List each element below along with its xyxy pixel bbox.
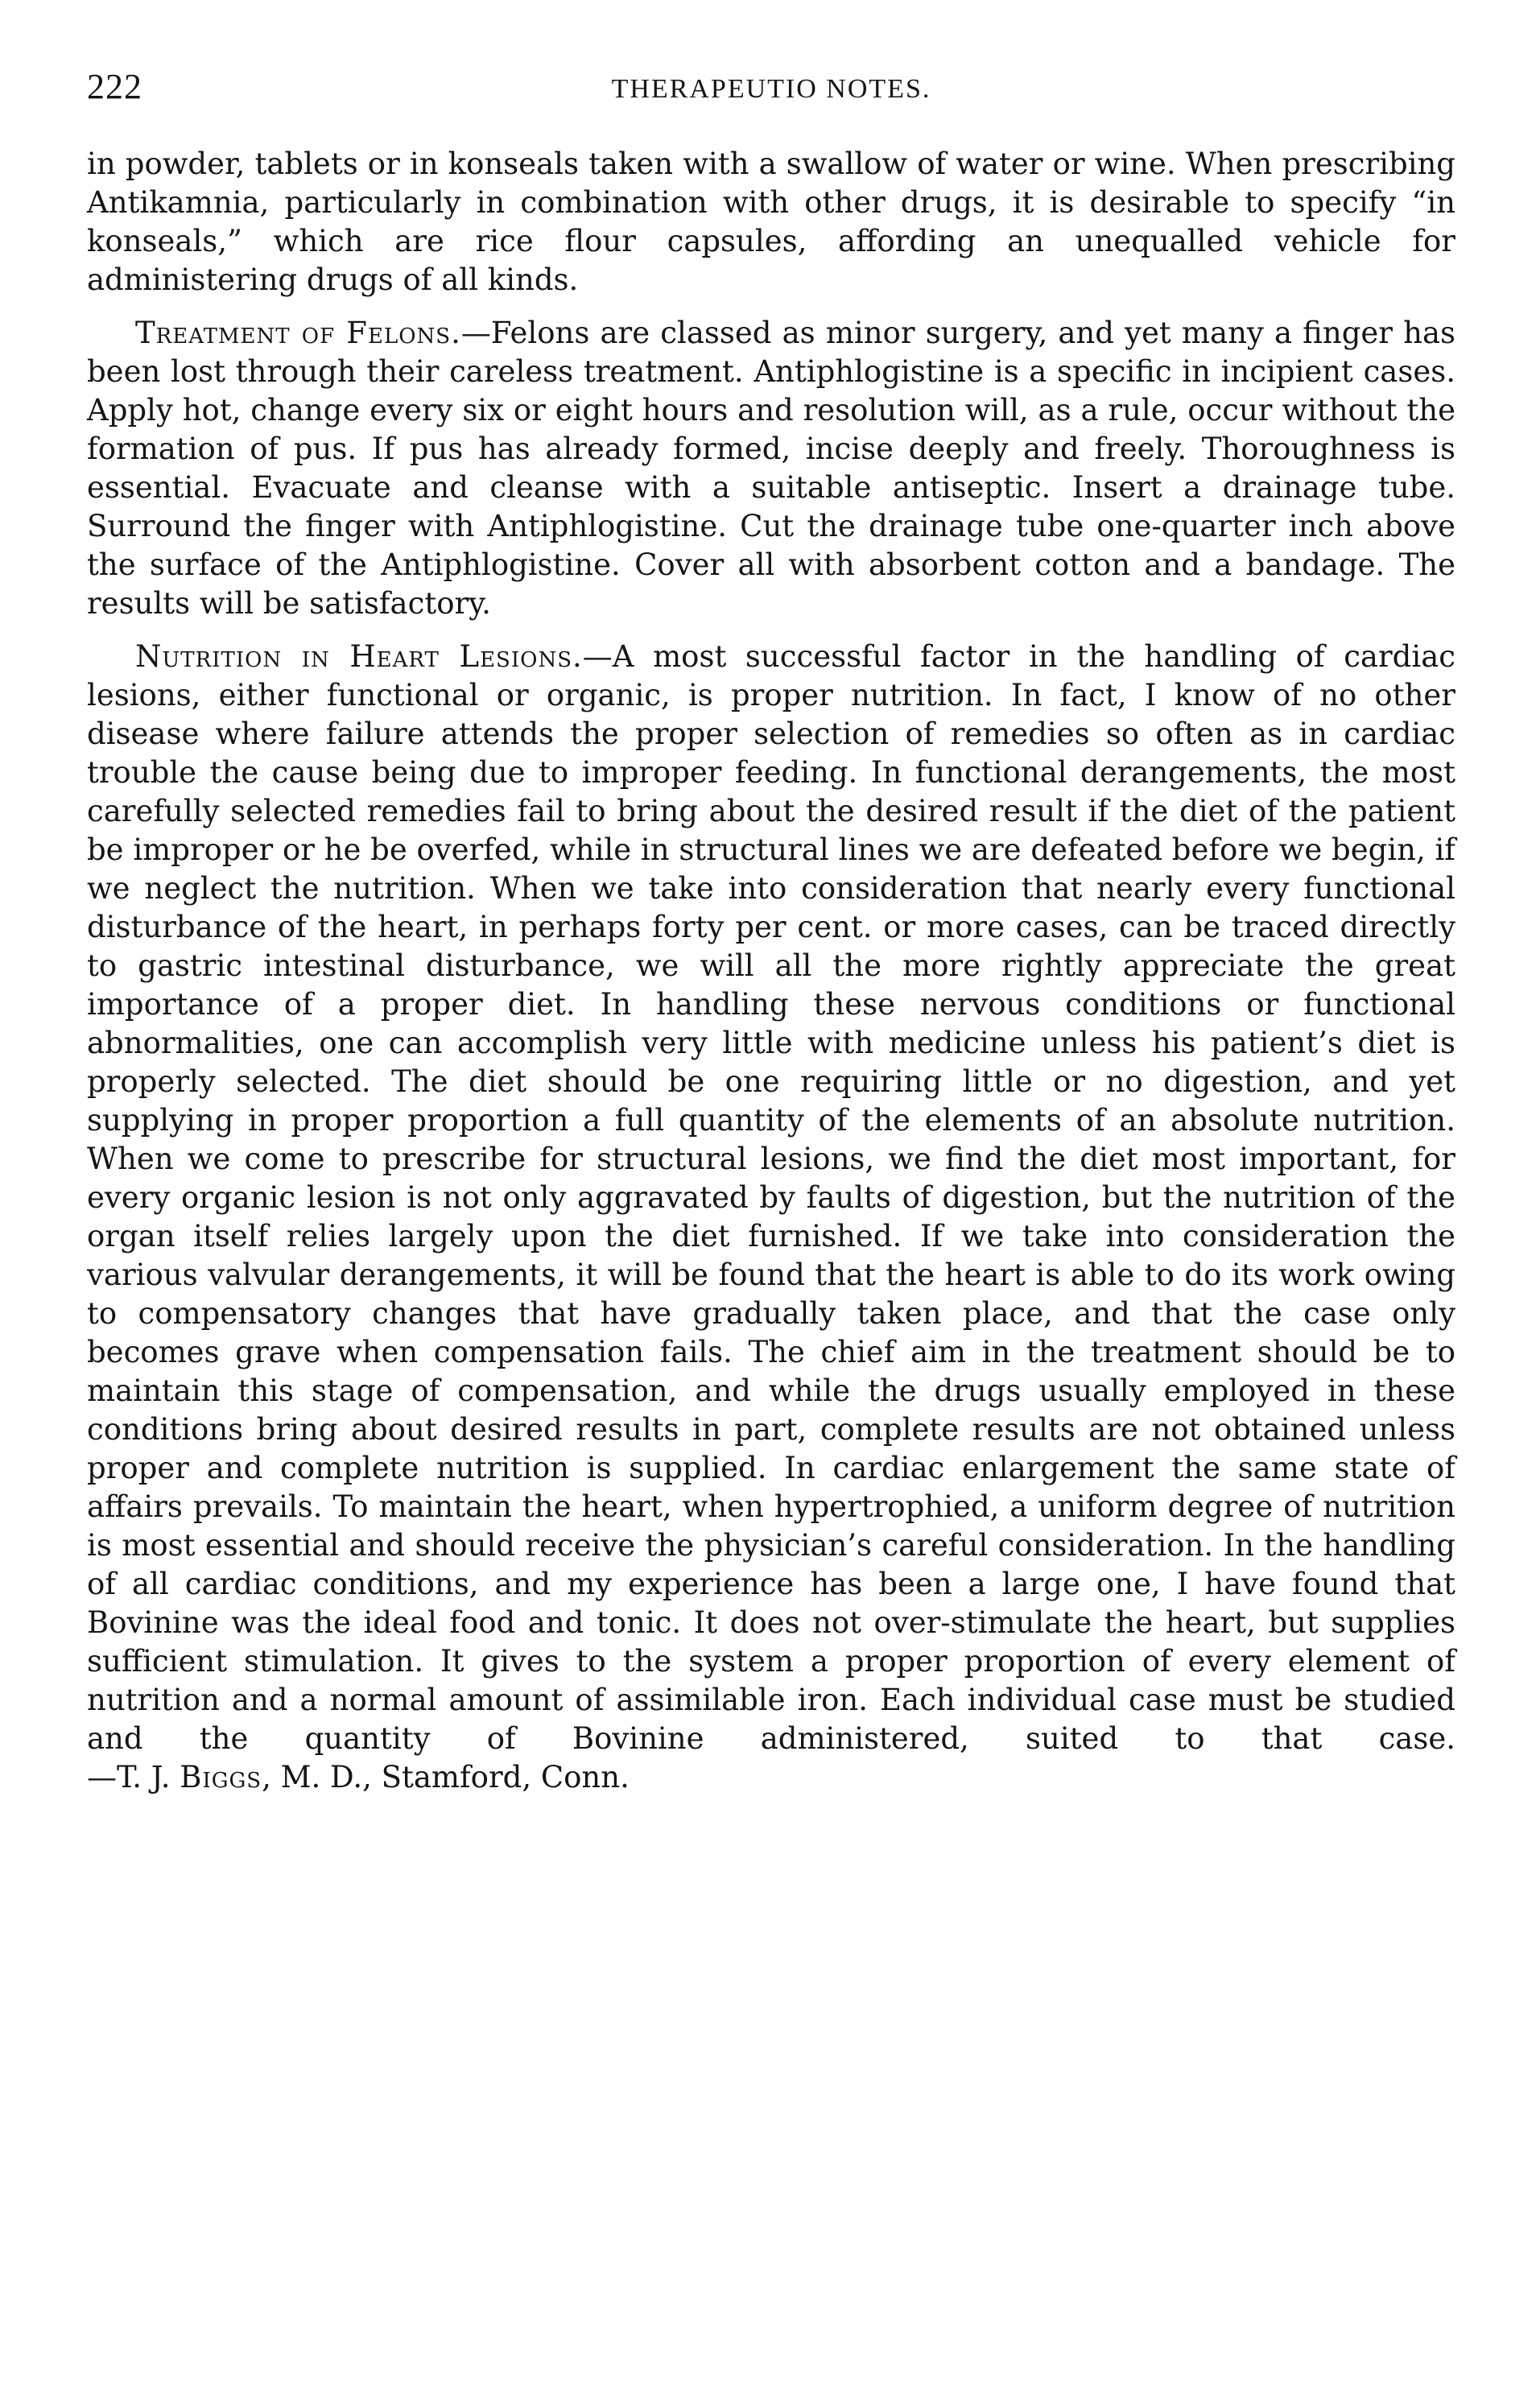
running-head-title: THERAPEUTIO NOTES.: [611, 74, 931, 104]
section-heading-treatment-of-felons: Treatment of Felons.: [135, 316, 461, 350]
paragraph-treatment-of-felons: [87, 314, 1455, 623]
paragraph-nutrition-in-heart-lesions: [87, 638, 1455, 1797]
paragraph-text: —Felons are classed as minor surgery, and yet many a finger has been lost through their careless treatment. Antiphlogistine is a specific in incipient cases. Apply hot, change every six or eight hours and resolution will, as a rule, occur without the formation of pus. If pus has already formed, incise deeply and freely. Thoroughness is essential. Evacuate and cleanse with a suitable antiseptic. Insert a drainage tube. Surround the finger with Antiphlogistine. Cut the drainage tube one-quarter inch above the surface of the Antiphlogistine. Cover all with absorbent cotton and a bandage. The results will be satisfactory.: [87, 316, 1455, 621]
book-page: [87, 56, 1455, 2327]
paragraph-text: —A most successful factor in the handling of cardiac lesions, either functional or organic, is proper nutrition. In fact, I know of no other disease where failure attends the proper selection of remedies so often as in cardiac trouble the cause being due to improper feeding. In functional derangements, the most carefully selected remedies fail to bring about the desired result if the diet of the patient be improper or he be overfed, while in structural lines we are defeated before we begin, if we neglect the nutrition. When we take into consideration that nearly every functional disturbance of the heart, in perhaps forty per cent. or more cases, can be traced directly to gastric intestinal disturbance, we will all the more rightly appreciate the great importance of a proper diet. In handling these nervous conditions or functional abnormalities, one can accomplish very little with medicine unless his patient’s diet is properly selected. The diet should be one requiring little or no digestion, and yet supplying in proper proportion a full quantity of the elements of an absolute nutrition. When we come to prescribe for structural lesions, we find the diet most important, for every organic lesion is not only aggravated by faults of digestion, but the nutrition of the organ itself relies largely upon the diet furnished. If we take into consideration the various valvular derangements, it will be found that the heart is able to do its work owing to compensatory changes that have gradually taken place, and that the case only becomes grave when compensation fails. The chief aim in the treatment should be to maintain this stage of compensation, and while the drugs usually employed in these conditions bring about desired results in part, complete results are not obtained unless proper and complete nutrition is supplied. In cardiac enlargement the same state of affairs prevails. To maintain the heart, when hypertrophied, a uniform degree of nutrition is most essential and should receive the physician’s careful consideration. In the handling of all cardiac conditions, and my experience has been a large one, I have found that Bovinine was the ideal food and tonic. It does not over-stimulate the heart, but supplies sufficient stimulation. It gives to the system a proper proportion of every element of nutrition and a normal amount of assimilable iron. Each individual case must be studied and the quantity of Bovinine administered, suited to that case.: [87, 639, 1455, 1756]
signature-name: Biggs: [180, 1760, 262, 1794]
signature-suffix: , M. D., Stamford, Conn.: [262, 1760, 630, 1794]
body-text: [87, 145, 1455, 1797]
section-heading-nutrition-in-heart-lesions: Nutrition in Heart Lesions.: [135, 639, 583, 674]
signature-prefix: —T. J.: [87, 1760, 180, 1794]
paragraph-text: in powder, tablets or in konseals taken with a swallow of water or wine. When prescribing Antikamnia, particularly in combination with other drugs, it is desirable to specify “in konseals,” which are rice flour capsules, affording an unequalled vehicle for administering drugs of all kinds.: [87, 147, 1455, 297]
page-number: 222: [87, 67, 142, 106]
author-signature: [87, 1760, 630, 1794]
paragraph-antikamnia: [87, 145, 1455, 299]
running-head: [87, 56, 1455, 114]
